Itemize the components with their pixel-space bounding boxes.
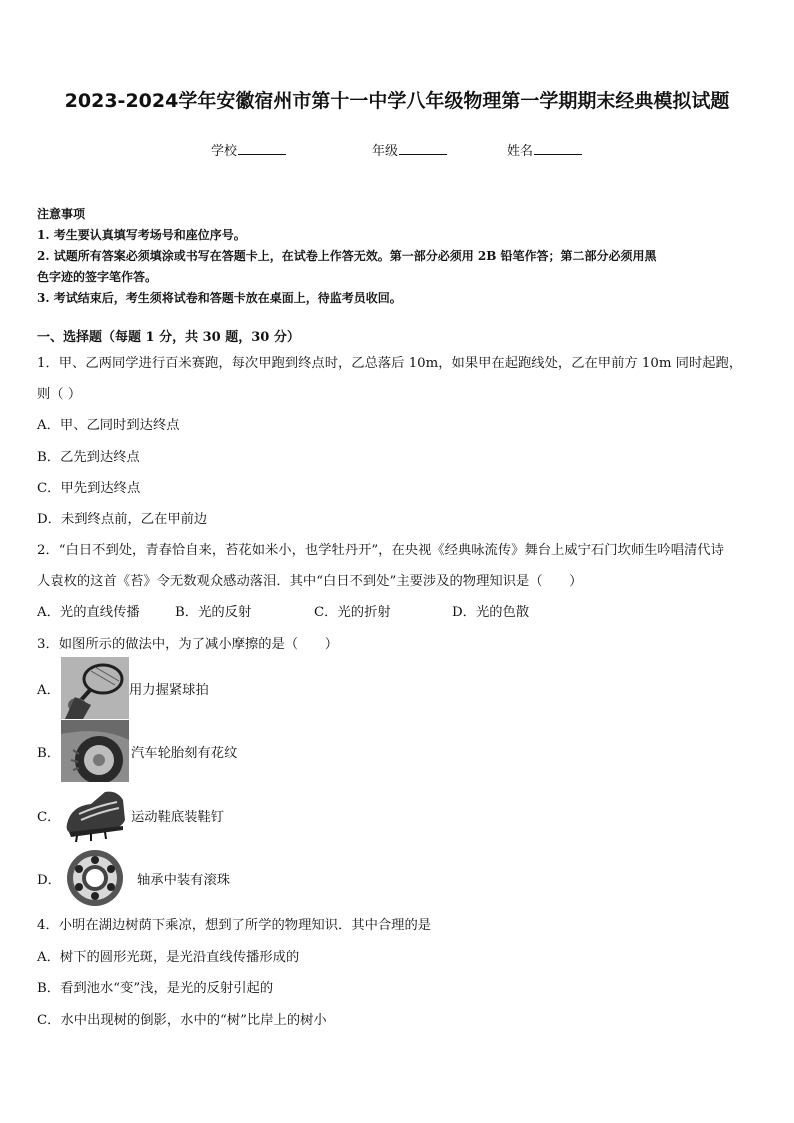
q2-stem-line1: 2．“白日不到处，青春恰自来，苔花如米小，也学牡丹开”，在央视《经典咏流传》舞台上威宁石门坎师生吟唱清代诗 [37, 543, 724, 558]
q1-stem-line2: 则（ ） [37, 387, 82, 402]
page-title: 2023-2024学年安徽宿州市第十一中学八年级物理第一学期期末经典模拟试题 [64, 90, 730, 112]
q2-option-a: A．光的直线传播 [37, 605, 140, 620]
q2-option-b: B．光的反射 [175, 605, 252, 620]
q1-option-a: A．甲、乙同时到达终点 [37, 418, 180, 433]
q3-option-letter: D． [37, 873, 61, 888]
school-field[interactable] [211, 140, 286, 159]
ball-bearing-icon [61, 847, 129, 909]
spiked-shoe-icon [61, 784, 129, 846]
school-label: 学校 [211, 144, 238, 159]
q4-stem: 4．小明在湖边树荫下乘凉，想到了所学的物理知识．其中合理的是 [37, 918, 432, 933]
q3-option-d [37, 847, 537, 909]
q3-option-letter: A． [37, 683, 60, 698]
q1-stem-line1: 1．甲、乙两同学进行百米赛跑，每次甲跑到终点时，乙总落后 10m，如果甲在起跑线处，乙在甲前方 10m 同时起跑， [37, 356, 743, 371]
name-blank[interactable] [534, 142, 582, 155]
notice-item: 1. 考生要认真填写考场号和座位序号。 [37, 228, 246, 242]
q3-option-a [37, 657, 537, 719]
q3-option-c [37, 784, 537, 846]
q1-option-d: D．未到终点前，乙在甲前边 [37, 512, 208, 527]
q3-option-caption: 汽车轮胎刻有花纹 [131, 746, 238, 761]
notice-item: 3. 考试结束后，考生须将试卷和答题卡放在桌面上，待监考员收回。 [37, 291, 402, 305]
q1-option-b: B．乙先到达终点 [37, 450, 140, 465]
notice-heading: 注意事项 [37, 207, 86, 221]
name-label: 姓名 [507, 144, 534, 159]
grade-field[interactable] [372, 140, 447, 159]
q3-option-letter: B． [37, 746, 61, 761]
notice-block [37, 204, 762, 309]
q3-option-letter: C． [37, 810, 61, 825]
student-info-row [0, 140, 794, 160]
q4-option-c: C．水中出现树的倒影，水中的“树”比岸上的树小 [37, 1013, 327, 1028]
q3-option-caption: 用力握紧球拍 [129, 683, 209, 698]
q3-option-b [37, 720, 537, 782]
q3-stem: 3．如图所示的做法中，为了减小摩擦的是（ ） [37, 637, 338, 652]
q2-option-c: C．光的折射 [314, 605, 391, 620]
q3-option-caption: 轴承中装有滚珠 [137, 873, 231, 888]
q2-stem-line2: 人袁枚的这首《苔》令无数观众感动落泪．其中“白日不到处”主要涉及的物理知识是（ ） [37, 574, 583, 589]
q1-option-c: C．甲先到达终点 [37, 481, 141, 496]
grade-label: 年级 [372, 144, 399, 159]
q4-option-b: B．看到池水“变”浅，是光的反射引起的 [37, 981, 274, 996]
name-field[interactable] [507, 140, 582, 159]
grade-blank[interactable] [399, 142, 447, 155]
section-title: 一、选择题（每题 1 分，共 30 题，30 分） [37, 330, 300, 345]
school-blank[interactable] [238, 142, 286, 155]
q4-option-a: A．树下的圆形光斑，是光沿直线传播形成的 [37, 950, 300, 965]
q2-option-d: D．光的色散 [452, 605, 530, 620]
racket-grip-icon [61, 657, 129, 719]
notice-item: 色字迹的签字笔作答。 [37, 270, 158, 284]
car-tire-icon [61, 720, 129, 782]
q3-option-caption: 运动鞋底装鞋钉 [131, 810, 225, 825]
notice-item: 2. 试题所有答案必须填涂或书写在答题卡上，在试卷上作答无效。第一部分必须用 2B 铅笔作答；第二部分必须用黑 [37, 249, 657, 263]
q2-options-row [37, 601, 737, 621]
